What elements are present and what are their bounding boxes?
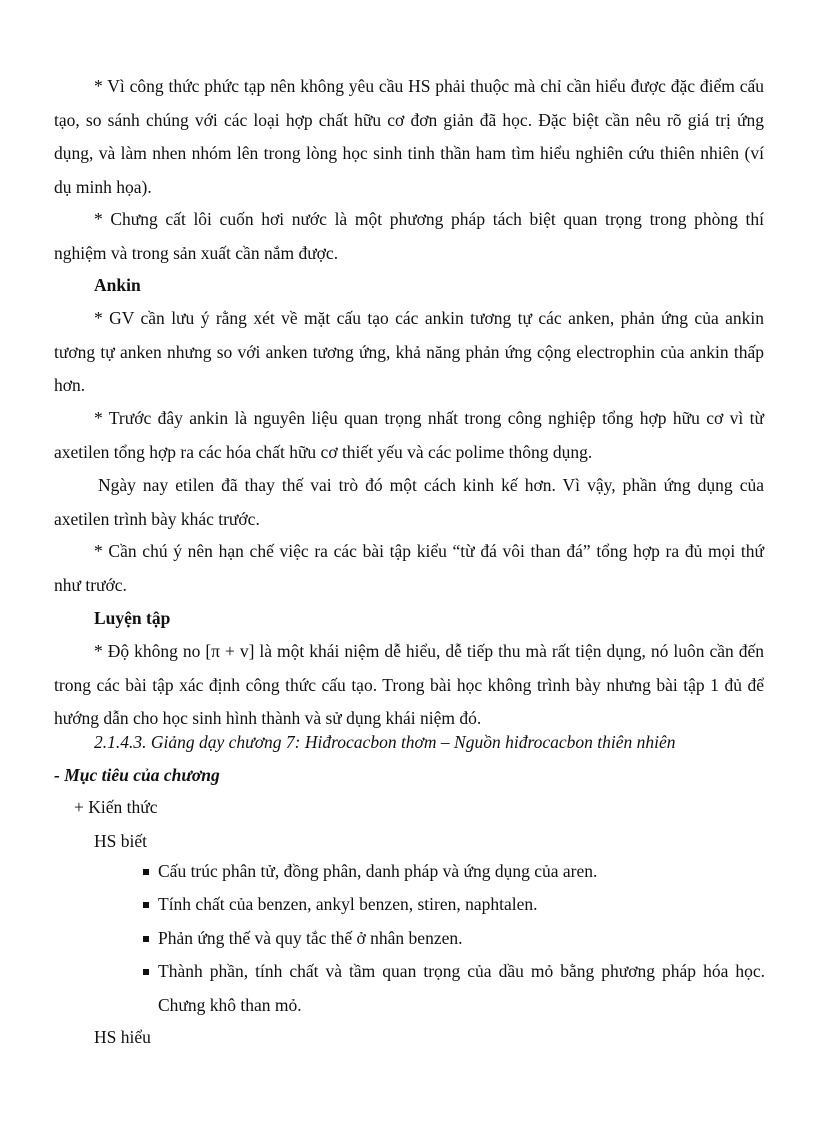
list-item: Thành phần, tính chất và tầm quan trọng của dầu mỏ bằng phương pháp hóa học. Chưng khô than mỏ. — [143, 955, 765, 1022]
bullet-square-icon — [143, 969, 149, 975]
paragraph-steam-distillation: * Chưng cất lôi cuốn hơi nước là một phương pháp tách biệt quan trọng trong phòng thí nghiệm và trong sản xuất cần nắm được. — [54, 209, 764, 263]
heading-ankin: Ankin — [94, 275, 141, 295]
hs-understand-label: HS hiểu — [94, 1027, 151, 1047]
paragraph-unsaturation: * Độ không no [π + v] là một khái niệm dễ hiểu, dễ tiếp thu mà rất tiện dụng, nó luôn cần đến trong các bài tập xác định công thức cấu tạo. Trong bài học không trình bày nhưng bài tập 1 đủ để hướng dẫn cho học sinh hình thành và sử dụng khái niệm đó. — [54, 641, 764, 728]
paragraph-ankin-structure: * GV cần lưu ý rằng xét về mặt cấu tạo các ankin tương tự các anken, phản ứng của ankin tương tự anken nhưng so với anken tương ứng, khả năng phản ứng cộng electrophin của ankin thấp hơn. — [54, 308, 764, 395]
paragraph-formula-note: * Vì công thức phức tạp nên không yêu cầu HS phải thuộc mà chỉ cần hiểu được đặc điểm cấu tạo, so sánh chúng với các loại hợp chất hữu cơ đơn giản đã học. Đặc biệt cần nêu rõ giá trị ứng dụng, và làm nhen nhóm lên trong lòng học sinh tinh thần ham tìm hiểu nghiên cứu thiên nhiên (ví dụ minh họa). — [54, 76, 764, 197]
paragraph-ankin-history: * Trước đây ankin là nguyên liệu quan trọng nhất trong công nghiệp tổng hợp hữu cơ vì từ axetilen tổng hợp ra các hóa chất hữu cơ thiết yếu và các polime thông dụng. — [54, 408, 764, 462]
bullet-square-icon — [143, 902, 149, 908]
knowledge-label: + Kiến thức — [74, 797, 158, 817]
bullet-square-icon — [143, 869, 149, 875]
paragraph-etilen: Ngày nay etilen đã thay thế vai trò đó một cách kinh kế hơn. Vì vậy, phần ứng dụng của axetilen trình bày khác trước. — [54, 475, 764, 529]
list-item: Cấu trúc phân tử, đồng phân, danh pháp và ứng dụng của aren. — [143, 855, 765, 889]
bullet-square-icon — [143, 936, 149, 942]
hs-know-label: HS biết — [94, 831, 147, 851]
paragraph-exercise-limit: * Cần chú ý nên hạn chế việc ra các bài tập kiểu “từ đá vôi than đá” tổng hợp ra đủ mọi thứ như trước. — [54, 541, 764, 595]
heading-luyen-tap: Luyện tập — [94, 608, 171, 628]
section-title: 2.1.4.3. Giảng dạy chương 7: Hiđrocacbon thơm – Nguồn hiđrocacbon thiên nhiên — [94, 732, 676, 752]
list-item: Tính chất của benzen, ankyl benzen, stiren, naphtalen. — [143, 888, 765, 922]
list-item: Phản ứng thế và quy tắc thế ở nhân benzen. — [143, 922, 765, 956]
chapter-goals-title: - Mục tiêu của chương — [54, 765, 220, 785]
